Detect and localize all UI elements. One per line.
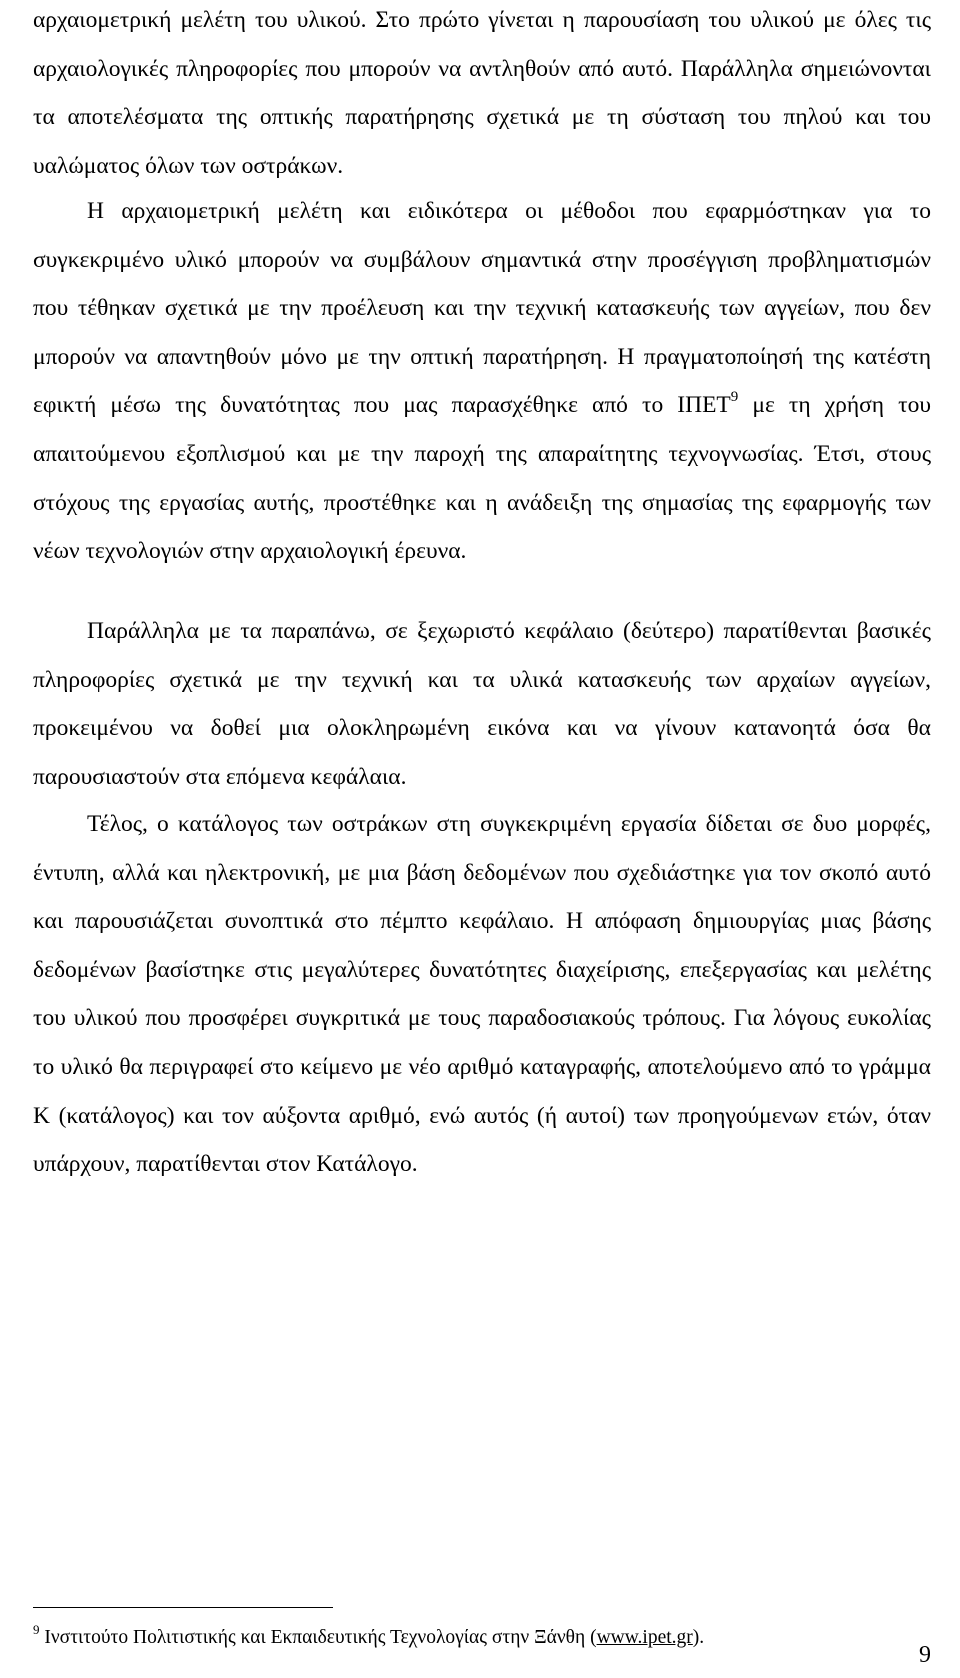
paragraph-text: Τέλος, ο κατάλογος των οστράκων στη συγκεκριμένη εργασία δίδεται σε δυο μορφές, έντυπη, αλλά και ηλεκτρονική, με μια βάση δεδομένων που σχεδιάστηκε για τον σκοπό αυτό και παρουσιάζεται συνοπτικά στο πέμπτο κεφάλαιο. Η απόφαση δημιουργίας μιας βάσης δεδομένων βασίστηκε στις μεγαλύτερες δυνατότητες διαχείρισης, επεξεργασίας και μελέτης του υλικού που προσφέρει συγκριτικά με τους παραδοσιακούς τρόπους. Για λόγους ευκολίας το υλικό θα περιγραφεί στο κείμενο με νέο αριθμό καταγραφής, αποτελούμενο από το γράμμα Κ (κατάλογος) και τον αύξοντα αριθμό, ενώ αυτός (ή αυτοί) των προηγούμενων ετών, όταν υπάρχουν, παρατίθενται στον Κατάλογο. [33, 811, 931, 1178]
document-page [33, 0, 931, 1678]
paragraph-text: Παράλληλα με τα παραπάνω, σε ξεχωριστό κεφάλαιο (δεύτερο) παρατίθενται βασικές πληροφορίες σχετικά με την τεχνική και τα υλικά κατασκευής των αρχαίων αγγείων, προκειμένου να δοθεί μια ολοκληρωμένη εικόνα και να γίνουν κατανοητά όσα θα παρουσιαστούν στα επόμενα κεφάλαια. [33, 618, 931, 790]
paragraph-text-part1: Η αρχαιομετρική μελέτη και ειδικότερα οι μέθοδοι που εφαρμόστηκαν για το συγκεκριμένο υλικό μπορούν να συμβάλουν σημαντικά στην προσέγγιση προβληματισμών που τέθηκαν σχετικά με την προέλευση και την τεχνική κατασκευής των αγγείων, που δεν μπορούν να απαντηθούν μόνο με την οπτική παρατήρηση. Η πραγματοποίησή της κατέστη εφικτή μέσω της δυνατότητας που μας παρασχέθηκε από το ΙΠΕΤ [33, 198, 931, 419]
paragraph-text [33, 187, 931, 576]
paragraph-text: αρχαιομετρική μελέτη του υλικού. Στο πρώτο γίνεται η παρουσίαση του υλικού με όλες τις αρχαιολογικές πληροφορίες που μπορούν να αντληθούν από αυτό. Παράλληλα σημειώνονται τα αποτελέσματα της οπτικής παρατήρησης σχετικά με τη σύσταση του πηλού και του υαλώματος όλων των οστράκων. [33, 7, 931, 179]
footnote-link[interactable]: www.ipet.gr [596, 1627, 693, 1648]
footnote-separator [33, 1607, 333, 1608]
footnote-text-end: ). [692, 1627, 705, 1648]
paragraph-chapter-two [33, 607, 931, 801]
paragraph-catalogue [33, 800, 931, 1189]
footnote-text: Ινστιτούτο Πολιτιστικής και Εκπαιδευτικής Τεχνολογίας στην Ξάνθη ( [39, 1627, 597, 1648]
paragraph-intro-continuation [33, 0, 931, 190]
paragraph-text-part2: με τη χρήση του απαιτούμενου εξοπλισμού και με την παροχή της απαραίτητης τεχνογνωσίας. Έτσι, στους στόχους της εργασίας αυτής, προστέθηκε και η ανάδειξη της σημασίας της εφαρμογής των νέων τεχνολογιών στην αρχαιολογική έρευνα. [33, 392, 931, 565]
paragraph-archaeometric-study [33, 187, 931, 576]
footnote [33, 1624, 704, 1652]
footnote-number: 9 [33, 1622, 40, 1637]
page-number: 9 [919, 1642, 931, 1668]
footnote-reference[interactable]: 9 [730, 389, 739, 406]
